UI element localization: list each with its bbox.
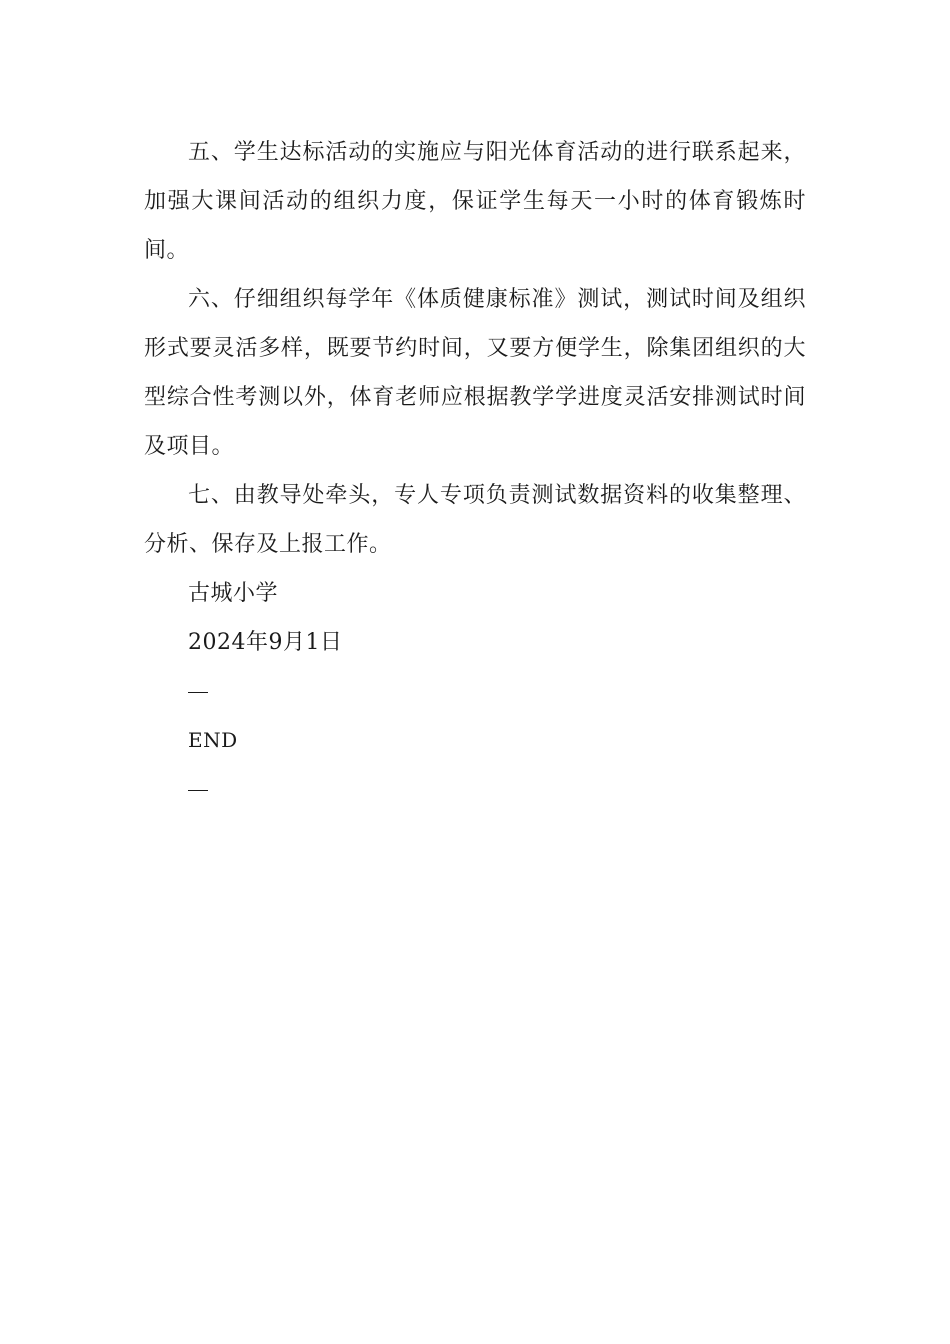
signature-school: 古城小学 [188, 581, 279, 606]
document-body [144, 128, 806, 814]
bottom-divider [144, 765, 806, 814]
signature-date: 2024年9月1日 [188, 630, 343, 655]
dash-line [188, 692, 208, 693]
paragraph-seven: 七、由教导处牵头，专人专项负责测试数据资料的收集整理、分析、保存及上报工作。 [144, 483, 806, 557]
dash-line [188, 790, 208, 791]
top-divider [144, 667, 806, 716]
end-marker: END [188, 728, 238, 752]
paragraph-five: 五、学生达标活动的实施应与阳光体育活动的进行联系起来，加强大课间活动的组织力度，保证学生每天一小时的体育锻炼时间。 [144, 140, 806, 263]
paragraph-six: 六、仔细组织每学年《体质健康标准》测试，测试时间及组织形式要灵活多样，既要节约时间，又要方便学生，除集团组织的大型综合性考测以外，体育老师应根据教学学进度灵活安排测试时间及项目。 [144, 287, 806, 459]
